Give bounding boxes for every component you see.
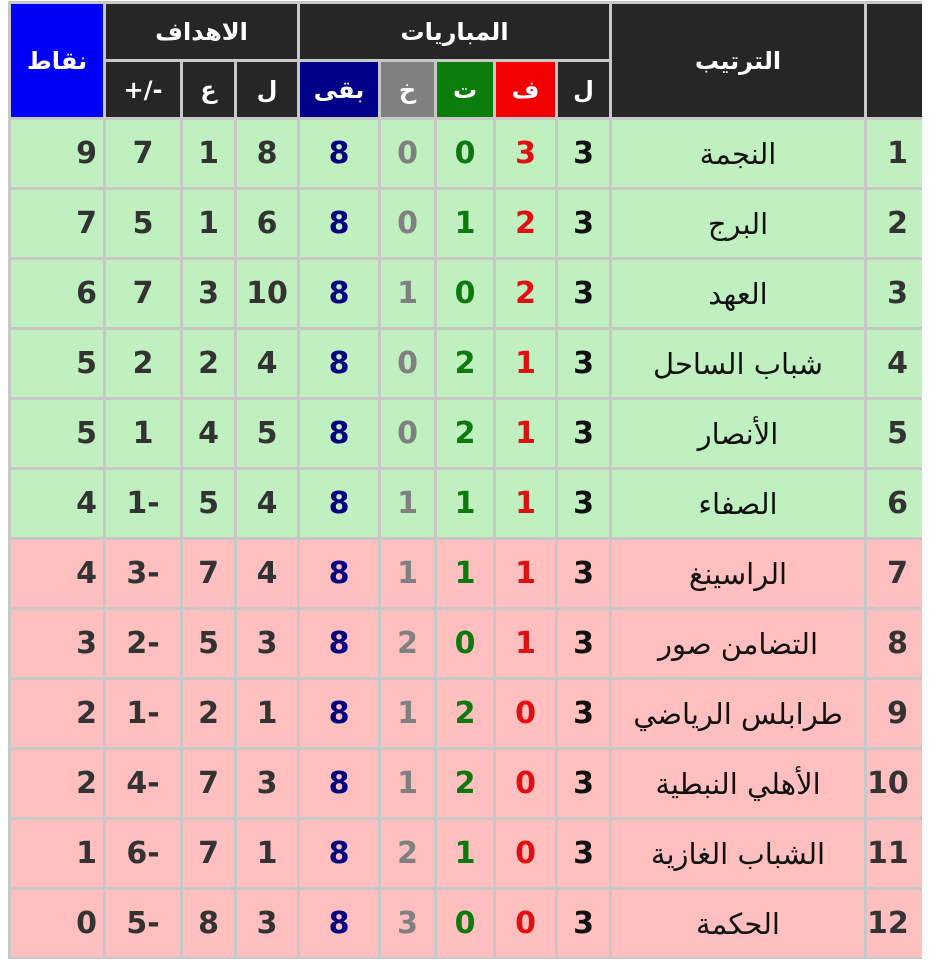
rank-cell: 2 — [867, 190, 922, 257]
points-cell: 5 — [11, 330, 103, 397]
drawn-cell: 0 — [437, 260, 493, 327]
goals-for-cell: 4 — [237, 540, 297, 607]
won-cell: 0 — [496, 750, 555, 817]
played-cell: 3 — [558, 610, 609, 677]
table-row — [11, 680, 922, 747]
table-row — [11, 400, 922, 467]
won-header: ف — [496, 62, 555, 117]
goals-for-cell: 3 — [237, 610, 297, 677]
rank-cell: 9 — [867, 680, 922, 747]
team-name-cell: النجمة — [612, 120, 864, 187]
goals-for-header: ل — [237, 62, 297, 117]
played-cell: 3 — [558, 540, 609, 607]
lost-header: خ — [381, 62, 434, 117]
goals-for-cell: 4 — [237, 470, 297, 537]
table-row — [11, 260, 922, 327]
goals-against-cell: 1 — [183, 190, 234, 257]
lost-cell: 1 — [381, 470, 434, 537]
lost-cell: 0 — [381, 120, 434, 187]
goals-against-cell: 7 — [183, 540, 234, 607]
won-cell: 2 — [496, 260, 555, 327]
drawn-cell: 1 — [437, 540, 493, 607]
goal-diff-cell: 7 — [106, 260, 180, 327]
table-row — [11, 120, 922, 187]
standings-table — [8, 1, 925, 960]
goals-against-cell: 3 — [183, 260, 234, 327]
remaining-cell: 8 — [300, 890, 378, 957]
played-cell: 3 — [558, 470, 609, 537]
won-cell: 3 — [496, 120, 555, 187]
rank-cell: 6 — [867, 470, 922, 537]
rank-cell: 11 — [867, 820, 922, 887]
goals-group-header: الاهداف — [106, 4, 297, 59]
goal-diff-cell: 2 — [106, 330, 180, 397]
drawn-cell: 2 — [437, 400, 493, 467]
goals-against-cell: 8 — [183, 890, 234, 957]
goals-for-cell: 8 — [237, 120, 297, 187]
lost-cell: 0 — [381, 330, 434, 397]
played-header: ل — [558, 62, 609, 117]
team-name-cell: طرابلس الرياضي — [612, 680, 864, 747]
points-cell: 0 — [11, 890, 103, 957]
goal-diff-cell: 2- — [106, 610, 180, 677]
rank-cell: 10 — [867, 750, 922, 817]
drawn-cell: 0 — [437, 120, 493, 187]
points-header: نقاط — [11, 4, 103, 117]
drawn-cell: 1 — [437, 820, 493, 887]
goal-diff-cell: 3- — [106, 540, 180, 607]
goal-diff-cell: 4- — [106, 750, 180, 817]
won-cell: 2 — [496, 190, 555, 257]
played-cell: 3 — [558, 120, 609, 187]
points-cell: 4 — [11, 470, 103, 537]
rank-cell: 4 — [867, 330, 922, 397]
played-cell: 3 — [558, 260, 609, 327]
lost-cell: 3 — [381, 890, 434, 957]
remaining-cell: 8 — [300, 190, 378, 257]
table-row — [11, 750, 922, 817]
goals-for-cell: 5 — [237, 400, 297, 467]
goals-for-cell: 4 — [237, 330, 297, 397]
remaining-cell: 8 — [300, 610, 378, 677]
lost-cell: 2 — [381, 820, 434, 887]
goals-for-cell: 1 — [237, 820, 297, 887]
lost-cell: 1 — [381, 750, 434, 817]
matches-group-header: المباريات — [300, 4, 609, 59]
won-cell: 0 — [496, 890, 555, 957]
goal-diff-cell: 1 — [106, 400, 180, 467]
team-name-cell: الصفاء — [612, 470, 864, 537]
goals-for-cell: 1 — [237, 680, 297, 747]
team-name-cell: الراسينغ — [612, 540, 864, 607]
remaining-cell: 8 — [300, 750, 378, 817]
rank-cell: 1 — [867, 120, 922, 187]
played-cell: 3 — [558, 750, 609, 817]
table-row — [11, 890, 922, 957]
goals-against-cell: 5 — [183, 610, 234, 677]
points-cell: 1 — [11, 820, 103, 887]
played-cell: 3 — [558, 330, 609, 397]
table-row — [11, 470, 922, 537]
goals-against-cell: 5 — [183, 470, 234, 537]
remaining-cell: 8 — [300, 470, 378, 537]
table-row — [11, 190, 922, 257]
won-cell: 1 — [496, 400, 555, 467]
goals-against-cell: 4 — [183, 400, 234, 467]
goal-diff-cell: 5 — [106, 190, 180, 257]
goals-for-cell: 3 — [237, 890, 297, 957]
rank-header — [867, 4, 922, 117]
points-cell: 2 — [11, 680, 103, 747]
won-cell: 1 — [496, 470, 555, 537]
table-row — [11, 610, 922, 677]
rank-cell: 12 — [867, 890, 922, 957]
lost-cell: 2 — [381, 610, 434, 677]
goal-diff-cell: 6- — [106, 820, 180, 887]
remaining-cell: 8 — [300, 540, 378, 607]
goals-against-cell: 7 — [183, 820, 234, 887]
drawn-cell: 2 — [437, 680, 493, 747]
team-name-cell: التضامن صور — [612, 610, 864, 677]
points-cell: 3 — [11, 610, 103, 677]
goal-diff-cell: 7 — [106, 120, 180, 187]
goals-against-cell: 1 — [183, 120, 234, 187]
won-cell: 1 — [496, 540, 555, 607]
goal-diff-cell: 1- — [106, 680, 180, 747]
played-cell: 3 — [558, 680, 609, 747]
table-row — [11, 820, 922, 887]
team-name-cell: البرج — [612, 190, 864, 257]
standings-table-container — [8, 1, 922, 959]
remaining-cell: 8 — [300, 330, 378, 397]
remaining-cell: 8 — [300, 260, 378, 327]
won-cell: 0 — [496, 820, 555, 887]
drawn-cell: 1 — [437, 470, 493, 537]
remaining-cell: 8 — [300, 120, 378, 187]
won-cell: 1 — [496, 330, 555, 397]
rank-cell: 5 — [867, 400, 922, 467]
played-cell: 3 — [558, 890, 609, 957]
drawn-cell: 2 — [437, 330, 493, 397]
standing-header: الترتيب — [612, 4, 864, 117]
team-name-cell: شباب الساحل — [612, 330, 864, 397]
drawn-cell: 1 — [437, 190, 493, 257]
goals-for-cell: 6 — [237, 190, 297, 257]
remaining-cell: 8 — [300, 680, 378, 747]
lost-cell: 1 — [381, 680, 434, 747]
rank-cell: 3 — [867, 260, 922, 327]
goal-diff-cell: 1- — [106, 470, 180, 537]
goal-diff-cell: 5- — [106, 890, 180, 957]
goals-against-header: ع — [183, 62, 234, 117]
drawn-cell: 0 — [437, 890, 493, 957]
points-cell: 4 — [11, 540, 103, 607]
lost-cell: 0 — [381, 190, 434, 257]
won-cell: 0 — [496, 680, 555, 747]
drawn-header: ت — [437, 62, 493, 117]
team-name-cell: العهد — [612, 260, 864, 327]
played-cell: 3 — [558, 190, 609, 257]
points-cell: 2 — [11, 750, 103, 817]
table-row — [11, 330, 922, 397]
played-cell: 3 — [558, 400, 609, 467]
points-cell: 5 — [11, 400, 103, 467]
rank-cell: 7 — [867, 540, 922, 607]
remaining-cell: 8 — [300, 400, 378, 467]
goals-for-cell: 3 — [237, 750, 297, 817]
rank-cell: 8 — [867, 610, 922, 677]
lost-cell: 1 — [381, 260, 434, 327]
remaining-cell: 8 — [300, 820, 378, 887]
points-cell: 6 — [11, 260, 103, 327]
won-cell: 1 — [496, 610, 555, 677]
goals-for-cell: 10 — [237, 260, 297, 327]
team-name-cell: الحكمة — [612, 890, 864, 957]
drawn-cell: 0 — [437, 610, 493, 677]
team-name-cell: الأنصار — [612, 400, 864, 467]
goals-against-cell: 2 — [183, 330, 234, 397]
drawn-cell: 2 — [437, 750, 493, 817]
lost-cell: 1 — [381, 540, 434, 607]
lost-cell: 0 — [381, 400, 434, 467]
played-cell: 3 — [558, 820, 609, 887]
team-name-cell: الشباب الغازية — [612, 820, 864, 887]
points-cell: 7 — [11, 190, 103, 257]
table-row — [11, 540, 922, 607]
goals-against-cell: 7 — [183, 750, 234, 817]
remaining-header: بقى — [300, 62, 378, 117]
goal-diff-header: +/- — [106, 62, 180, 117]
goals-against-cell: 2 — [183, 680, 234, 747]
points-cell: 9 — [11, 120, 103, 187]
team-name-cell: الأهلي النبطية — [612, 750, 864, 817]
